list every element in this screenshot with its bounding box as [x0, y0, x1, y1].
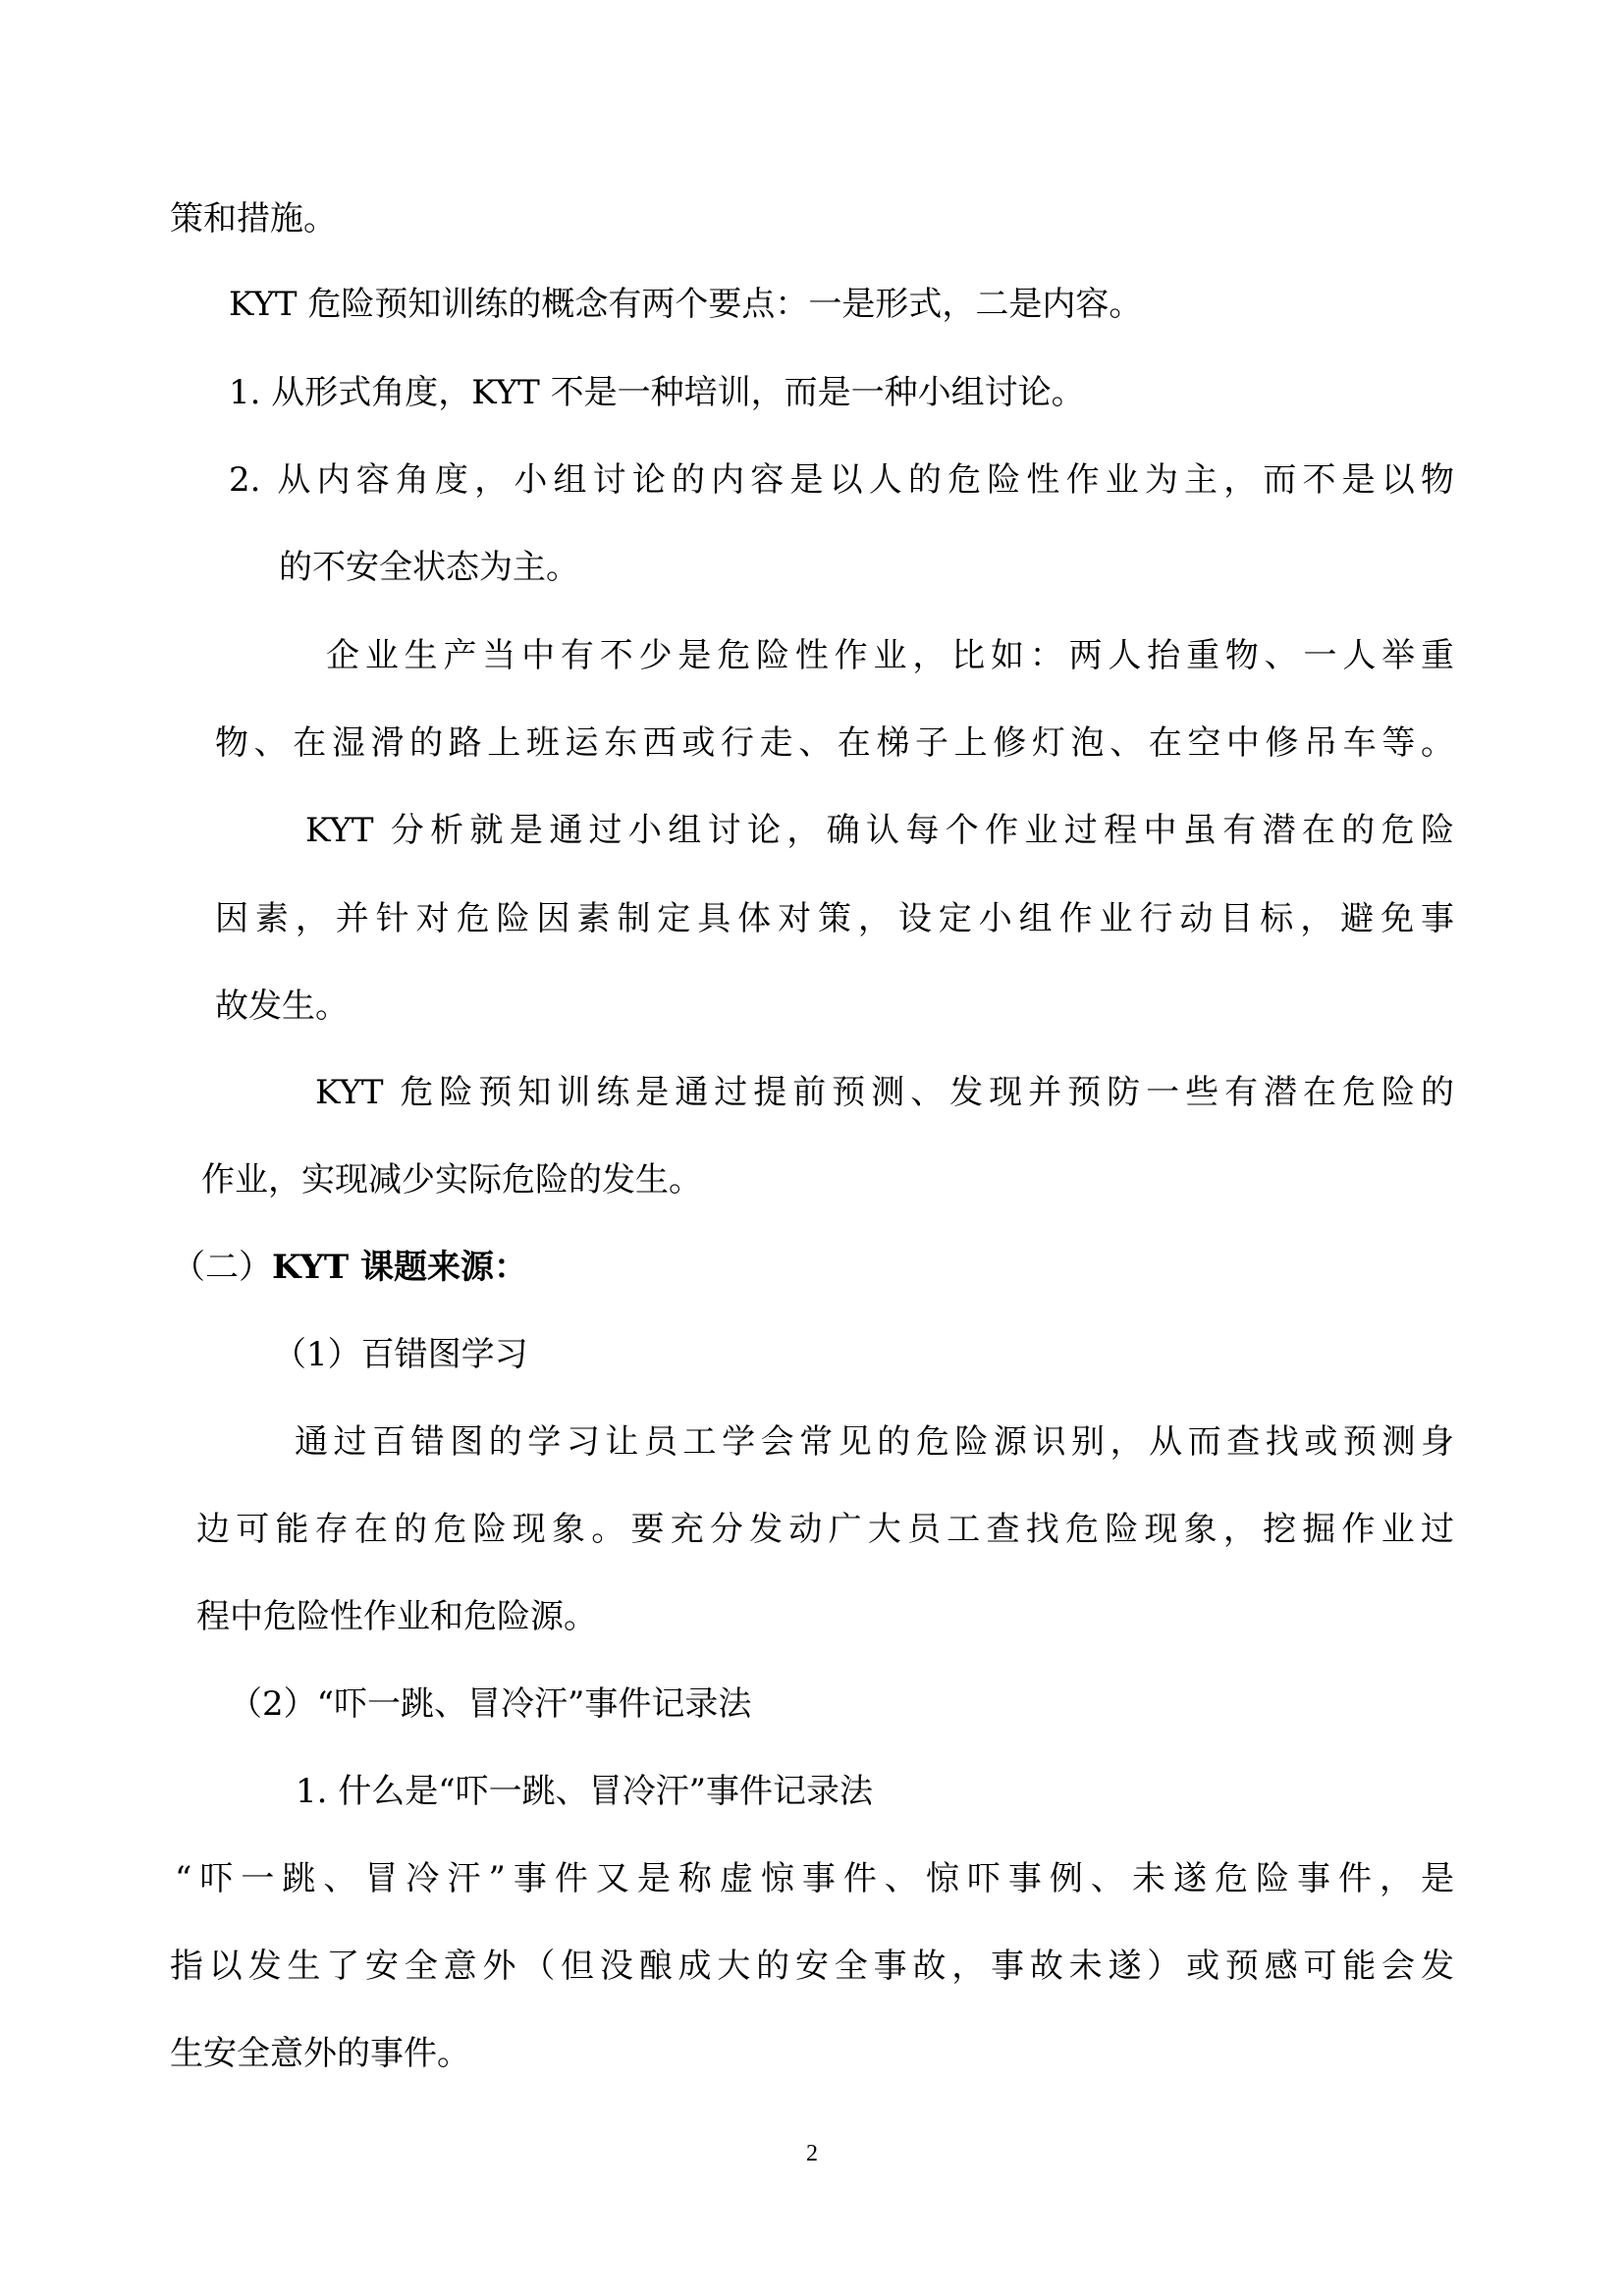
numbered-heading-what-is-near-miss: 1. 什么是“吓一跳、冒冷汗”事件记录法 [296, 1772, 874, 1811]
section-heading-kyt-topic-source [172, 1248, 527, 1287]
paragraph-line-kyt-training-2: 作业，实现减少实际危险的发生。 [201, 1160, 702, 1200]
paragraph-line-near-miss-definition-3: 生安全意外的事件。 [170, 2034, 470, 2073]
paragraph-line-dangerous-work: 企业生产当中有不少是危险性作业，比如：两人抬重物、一人举重 [326, 636, 1454, 675]
list-item-2-continued: 的不安全状态为主。 [279, 548, 579, 587]
section-heading-title: KYT 课题来源： [272, 1248, 528, 1287]
list-item-2: 2. 从内容角度，小组讨论的内容是以人的危险性作业为主，而不是以物 [229, 460, 1454, 500]
paragraph-line-kyt-analysis-3: 故发生。 [215, 987, 349, 1026]
paragraph-line-kyt-concept: KYT 危险预知训练的概念有两个要点：一是形式，二是内容。 [229, 285, 1143, 324]
paragraph-line-near-miss-definition: “吓一跳、冒冷汗”事件又是称虚惊事件、惊吓事例、未遂危险事件，是 [175, 1859, 1454, 1898]
page-number: 2 [806, 2141, 818, 2166]
paragraph-line-continuation: 策和措施。 [170, 199, 337, 239]
paragraph-line-kyt-analysis: KYT 分析就是通过小组讨论，确认每个作业过程中虽有潜在的危险 [305, 811, 1454, 850]
paragraph-line-dangerous-work-2: 物、在湿滑的路上班运东西或行走、在梯子上修灯泡、在空中修吊车等。 [215, 723, 1454, 763]
subsection-heading-near-miss-method: （2）“吓一跳、冒冷汗”事件记录法 [229, 1684, 752, 1724]
subsection-heading-error-picture: （1）百错图学习 [273, 1335, 528, 1374]
paragraph-line-error-picture-3: 程中危险性作业和危险源。 [196, 1597, 597, 1636]
paragraph-line-kyt-analysis-2: 因素，并针对危险因素制定具体对策，设定小组作业行动目标，避免事 [215, 899, 1454, 938]
paragraph-line-near-miss-definition-2: 指以发生了安全意外（但没酿成大的安全事故，事故未遂）或预感可能会发 [170, 1947, 1454, 1986]
list-item-1: 1. 从形式角度，KYT 不是一种培训，而是一种小组讨论。 [229, 373, 1085, 412]
paragraph-line-error-picture: 通过百错图的学习让员工学会常见的危险源识别，从而查找或预测身 [295, 1422, 1454, 1462]
section-heading-number: （二） [172, 1248, 272, 1287]
paragraph-line-error-picture-2: 边可能存在的危险现象。要充分发动广大员工查找危险现象，挖掘作业过 [196, 1510, 1454, 1549]
paragraph-line-kyt-training: KYT 危险预知训练是通过提前预测、发现并预防一些有潜在危险的 [315, 1073, 1454, 1112]
